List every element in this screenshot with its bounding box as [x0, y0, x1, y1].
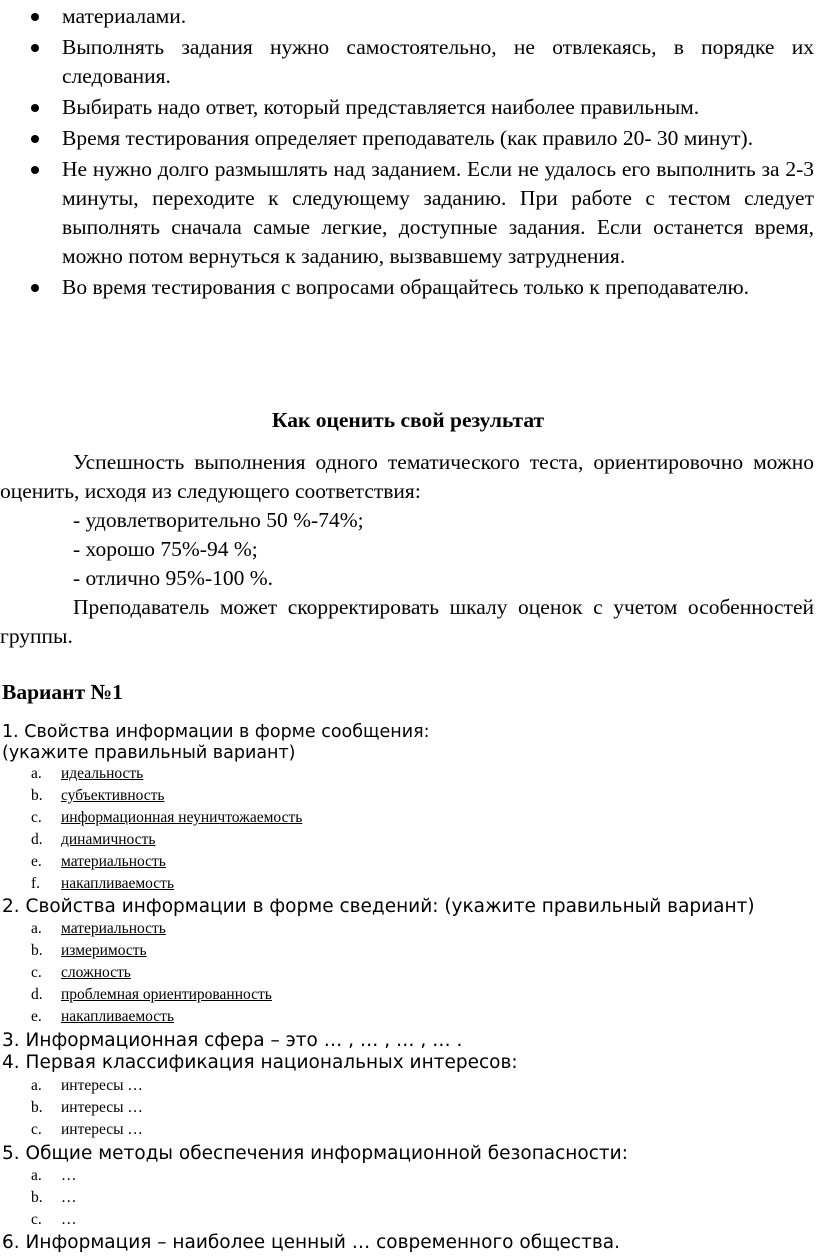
list-item: Не нужно долго размышлять над заданием. Если не удалось его выполнить за 2-3 минуты, переходите к следующему заданию. При работе с тестом следует выполнять сначала самые легкие, доступные задания. Если останется время, можно потом вернуться к заданию, вызвавшему затруднения. [0, 155, 816, 271]
bullet-icon [31, 284, 39, 292]
answer-option: c. … [31, 1211, 77, 1228]
scale-good: - хорошо 75%-94 %; [73, 537, 258, 561]
scale-excellent: - отлично 95%-100 %. [73, 566, 274, 590]
answer-option: b. измеримость [31, 942, 147, 959]
answer-option: b. интересы … [31, 1099, 143, 1116]
answer-option: e. накапливаемость [31, 1008, 175, 1025]
answer-option: c. информационная неуничтожаемость [31, 809, 303, 826]
scale-satisfactory: - удовлетворительно 50 %-74%; [73, 508, 364, 532]
list-item: Во время тестирования с вопросами обращайтесь только к преподавателю. [0, 273, 816, 302]
answer-option: c. интересы … [31, 1121, 143, 1138]
section-note: Преподаватель может скорректировать шкалу оценок с учетом особенностей группы. [0, 595, 814, 648]
bullet-icon [31, 44, 39, 52]
answer-option: a. идеальность [31, 765, 144, 782]
question-3-title: 3. Информационная сфера – это … , … , … , … . [2, 1030, 463, 1051]
variant-title: Вариант №1 [2, 680, 123, 704]
answer-option: f. накапливаемость [31, 875, 175, 892]
question-1-hint: (укажите правильный вариант) [2, 743, 296, 763]
bullet-icon [31, 166, 39, 174]
bullet-icon [31, 104, 39, 112]
instructions-list [0, 2, 816, 304]
question-4-title: 4. Первая классификация национальных интересов: [2, 1052, 518, 1073]
answer-option: b. субъективность [31, 787, 165, 804]
answer-option: a. … [31, 1167, 77, 1184]
answer-option: b. … [31, 1189, 77, 1206]
bullet-icon [31, 13, 39, 21]
answer-option: d. динамичность [31, 831, 156, 848]
answer-option: e. материальность [31, 853, 166, 870]
question-5-title: 5. Общие методы обеспечения информационной безопасности: [2, 1143, 628, 1164]
question-2-title: 2. Свойства информации в форме сведений: (укажите правильный вариант) [2, 896, 755, 917]
question-1-title: 1. Свойства информации в форме сообщения: [2, 722, 430, 742]
section-title: Как оценить свой результат [271, 408, 545, 432]
list-item: Время тестирования определяет преподаватель (как правило 20- 30 минут). [0, 124, 816, 153]
answer-option: c. сложность [31, 964, 131, 981]
list-item: Выбирать надо ответ, который представляется наиболее правильным. [0, 93, 816, 122]
answer-option: a. материальность [31, 920, 166, 937]
list-item: материалами. [0, 2, 816, 31]
section-intro: Успешность выполнения одного тематического теста, ориентировочно можно оценить, исходя из следующего соответствия: [0, 450, 814, 503]
bullet-icon [31, 135, 39, 143]
answer-option: d. проблемная ориентированность [31, 986, 272, 1003]
list-item: Выполнять задания нужно самостоятельно, не отвлекаясь, в порядке их следования. [0, 33, 816, 91]
question-6-title: 6. Информация – наиболее ценный … современного общества. [2, 1232, 620, 1253]
answer-option: a. интересы … [31, 1077, 143, 1094]
